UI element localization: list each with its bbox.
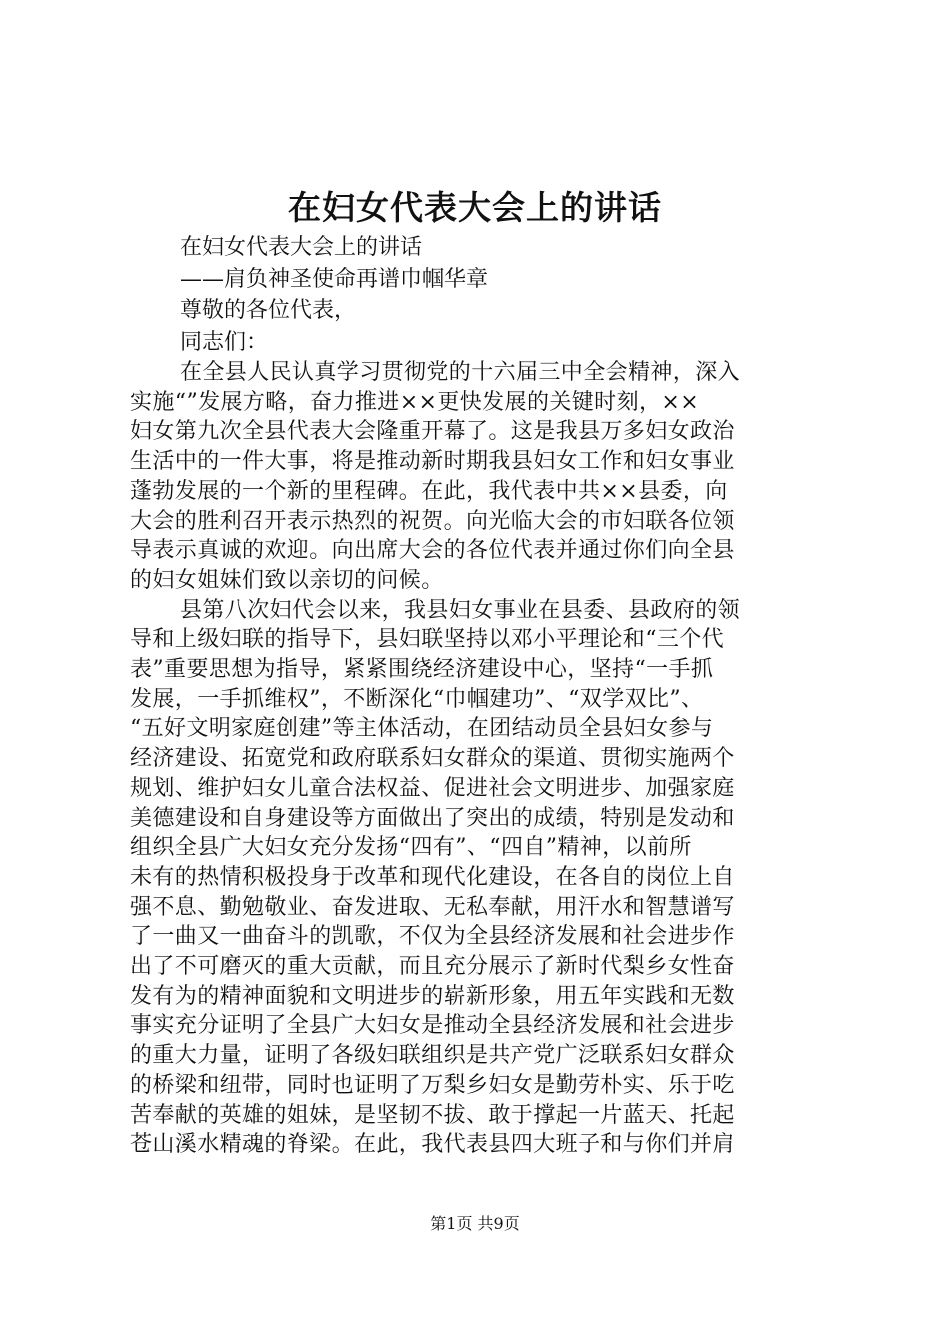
text-line: 的妇女姐妹们致以亲切的问候。 [130,567,444,593]
document-body [130,232,830,1160]
salutation-line: 同志们： [180,329,269,355]
text-line: 强不息、勤勉敬业、奋发进取、无私奉献，用汗水和智慧谱写 [130,894,735,920]
text-line: 妇女第九次全县代表大会隆重开幕了。这是我县万多妇女政治 [130,419,735,445]
text-line: 县第八次妇代会以来，我县妇女事业在县委、县政府的领 [180,597,741,623]
speech-title-line: 在妇女代表大会上的讲话 [180,235,423,260]
text-line: 发展，一手抓维权”，不断深化“巾帼建功”、“双学双比”、 [130,686,704,712]
document-title: 在妇女代表大会上的讲话 [288,188,662,227]
text-line: 事实充分证明了全县广大妇女是推动全县经济发展和社会进步 [130,1013,735,1039]
text-line: 在全县人民认真学习贯彻党的十六届三中全会精神，深入 [180,360,741,385]
text-line: 表”重要思想为指导，紧紧围绕经济建设中心，坚持“一手抓 [130,657,714,683]
text-line: 实施“”发展方略，奋力推进××更快发展的关键时刻，×× [130,389,700,415]
speech-subtitle-line: ——肩负神圣使命再谱巾帼华章 [180,266,489,292]
text-line: 生活中的一件大事，将是推动新时期我县妇女工作和妇女事业 [130,449,735,475]
text-line: 苍山溪水精魂的脊梁。在此，我代表县四大班子和与你们并肩 [130,1132,735,1158]
text-line: 美德建设和自身建设等方面做出了突出的成绩，特别是发动和 [130,805,735,831]
text-line: 了一曲又一曲奋斗的凯歌，不仅为全县经济发展和社会进步作 [130,924,735,950]
text-line: 蓬勃发展的一个新的里程碑。在此，我代表中共××县委，向 [130,478,728,504]
text-line: 导表示真诚的欢迎。向出席大会的各位代表并通过你们向全县 [130,538,735,564]
text-line: 经济建设、拓宽党和政府联系妇女群众的渠道、贯彻实施两个 [130,746,735,772]
text-line: 导和上级妇联的指导下，县妇联坚持以邓小平理论和“三个代 [130,627,725,653]
text-line: 苦奉献的英雄的姐妹，是坚韧不拔、敢于撑起一片蓝天、托起 [130,1102,735,1128]
text-line: 的桥梁和纽带，同时也证明了万梨乡妇女是勤劳朴实、乐于吃 [130,1072,735,1098]
text-line: 规划、维护妇女儿童合法权益、促进社会文明进步、加强家庭 [130,775,735,801]
paragraph-1 [130,358,830,596]
text-line: 大会的胜利召开表示热烈的祝贺。向光临大会的市妇联各位领 [130,508,735,534]
text-line: 发有为的精神面貌和文明进步的崭新形象，用五年实践和无数 [130,983,735,1009]
text-line: 出了不可磨灭的重大贡献，而且充分展示了新时代梨乡女性奋 [130,954,735,980]
text-line: 的重大力量，证明了各级妇联组织是共产党广泛联系妇女群众 [130,1043,735,1069]
paragraph-2 [130,596,830,1160]
text-line: 未有的热情积极投身于改革和现代化建设，在各自的岗位上自 [130,864,735,890]
text-line: 组织全县广大妇女充分发扬“四有”、“四自”精神，以前所 [130,835,692,861]
text-line: “五好文明家庭创建”等主体活动，在团结动员全县妇女参与 [130,716,714,742]
salutation-line: 尊敬的各位代表， [180,298,357,323]
page-number-footer: 第1页 共9页 [430,1214,520,1233]
